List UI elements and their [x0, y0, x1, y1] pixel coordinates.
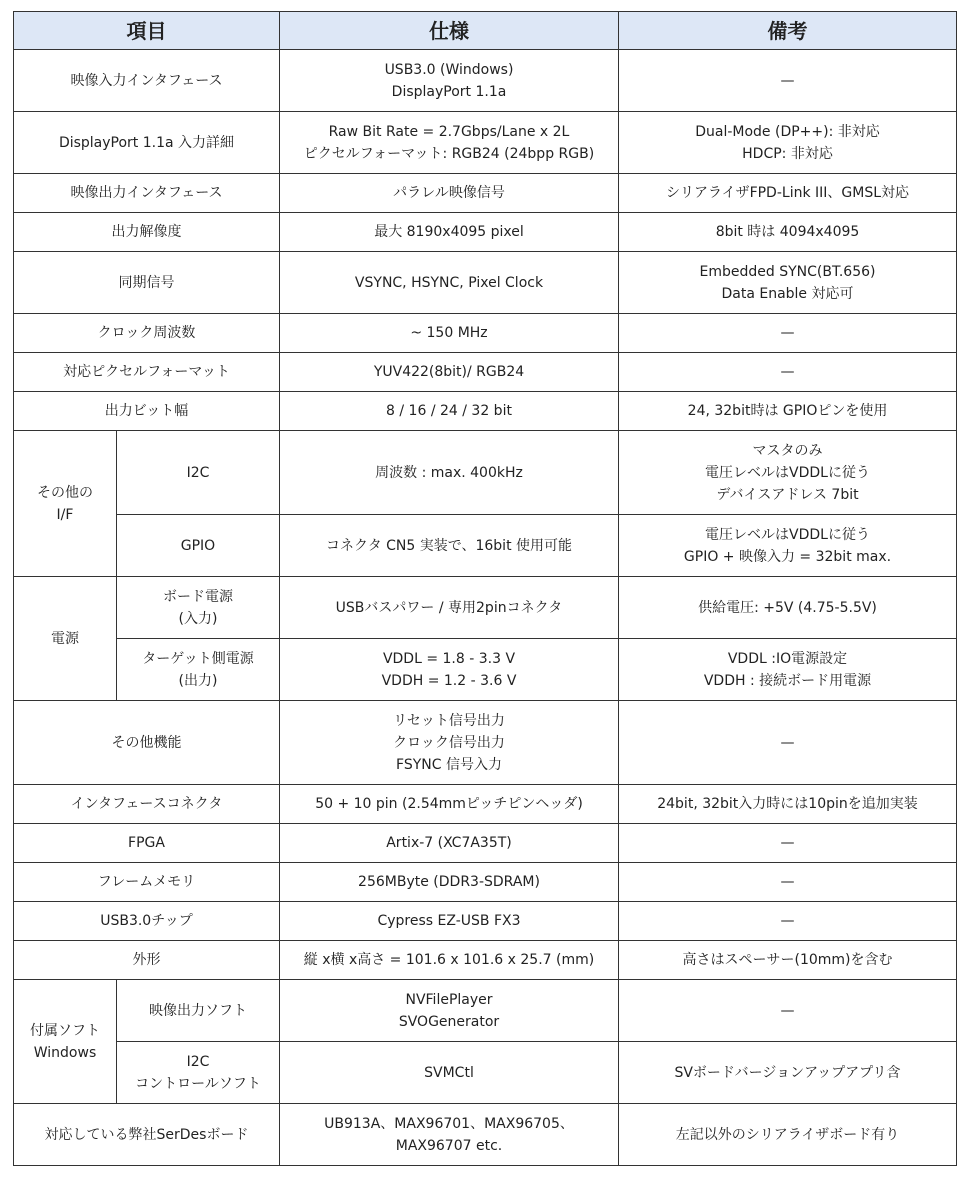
row-note: — [619, 50, 957, 112]
header-spec: 仕様 [280, 12, 619, 50]
row-spec: ~ 150 MHz [280, 314, 619, 353]
row-note: SVボードバージョンアップアプリ含 [619, 1042, 957, 1104]
row-spec: USB3.0 (Windows) DisplayPort 1.1a [280, 50, 619, 112]
row-spec: Artix-7 (XC7A35T) [280, 824, 619, 863]
row-spec: SVMCtl [280, 1042, 619, 1104]
row-subitem: I2C コントロールソフト [117, 1042, 280, 1104]
row-note: 24bit, 32bit入力時には10pinを追加実装 [619, 785, 957, 824]
header-row [14, 12, 957, 50]
row-spec: 50 + 10 pin (2.54mmピッチピンヘッダ) [280, 785, 619, 824]
table-row [14, 902, 957, 941]
table-row [14, 639, 957, 701]
header-item: 項目 [14, 12, 280, 50]
table-row [14, 174, 957, 213]
row-note: 供給電圧: +5V (4.75-5.5V) [619, 577, 957, 639]
row-spec: Cypress EZ-USB FX3 [280, 902, 619, 941]
row-note: Dual-Mode (DP++): 非対応 HDCP: 非対応 [619, 112, 957, 174]
row-note: — [619, 863, 957, 902]
table-row [14, 785, 957, 824]
row-subitem: ボード電源 (入力) [117, 577, 280, 639]
row-item: 外形 [14, 941, 280, 980]
row-spec: YUV422(8bit)/ RGB24 [280, 353, 619, 392]
table-row [14, 50, 957, 112]
table-row [14, 980, 957, 1042]
row-spec: NVFilePlayer SVOGenerator [280, 980, 619, 1042]
row-subitem: ターゲット側電源 (出力) [117, 639, 280, 701]
table-row [14, 252, 957, 314]
table-row [14, 431, 957, 515]
row-item: 出力解像度 [14, 213, 280, 252]
row-spec: VDDL = 1.8 - 3.3 V VDDH = 1.2 - 3.6 V [280, 639, 619, 701]
row-item: 映像出力インタフェース [14, 174, 280, 213]
row-spec: USBバスパワー / 専用2pinコネクタ [280, 577, 619, 639]
row-note: — [619, 902, 957, 941]
table-row [14, 314, 957, 353]
table-row [14, 1104, 957, 1166]
row-spec: 8 / 16 / 24 / 32 bit [280, 392, 619, 431]
row-spec: 周波数 : max. 400kHz [280, 431, 619, 515]
table-row [14, 824, 957, 863]
row-subitem: I2C [117, 431, 280, 515]
table-row [14, 1042, 957, 1104]
row-note: 8bit 時は 4094x4095 [619, 213, 957, 252]
row-group: その他の I/F [14, 431, 117, 577]
row-note: 高さはスペーサー(10mm)を含む [619, 941, 957, 980]
row-item: インタフェースコネクタ [14, 785, 280, 824]
spec-table [13, 11, 957, 1166]
header-note: 備考 [619, 12, 957, 50]
table-row [14, 941, 957, 980]
row-note: — [619, 824, 957, 863]
row-spec: Raw Bit Rate = 2.7Gbps/Lane x 2L ピクセルフォーマット: RGB24 (24bpp RGB) [280, 112, 619, 174]
row-note: 電圧レベルはVDDLに従う GPIO + 映像入力 = 32bit max. [619, 515, 957, 577]
table-row [14, 213, 957, 252]
row-note: シリアライザFPD-Link III、GMSL対応 [619, 174, 957, 213]
row-item: 対応している弊社SerDesボード [14, 1104, 280, 1166]
row-spec: パラレル映像信号 [280, 174, 619, 213]
row-item: その他機能 [14, 701, 280, 785]
row-note: — [619, 353, 957, 392]
row-note: マスタのみ 電圧レベルはVDDLに従う デバイスアドレス 7bit [619, 431, 957, 515]
row-spec: リセット信号出力 クロック信号出力 FSYNC 信号入力 [280, 701, 619, 785]
row-item: フレームメモリ [14, 863, 280, 902]
row-item: 出力ビット幅 [14, 392, 280, 431]
table-row [14, 112, 957, 174]
row-subitem: GPIO [117, 515, 280, 577]
row-note: Embedded SYNC(BT.656) Data Enable 対応可 [619, 252, 957, 314]
row-spec: 256MByte (DDR3-SDRAM) [280, 863, 619, 902]
row-spec: 縦 x横 x高さ = 101.6 x 101.6 x 25.7 (mm) [280, 941, 619, 980]
row-note: — [619, 980, 957, 1042]
row-group: 付属ソフト Windows [14, 980, 117, 1104]
table-row [14, 863, 957, 902]
row-spec: 最大 8190x4095 pixel [280, 213, 619, 252]
table-row [14, 392, 957, 431]
row-item: FPGA [14, 824, 280, 863]
row-spec: VSYNC, HSYNC, Pixel Clock [280, 252, 619, 314]
table-row [14, 353, 957, 392]
row-note: 24, 32bit時は GPIOピンを使用 [619, 392, 957, 431]
row-item: 映像入力インタフェース [14, 50, 280, 112]
row-spec: UB913A、MAX96701、MAX96705、 MAX96707 etc. [280, 1104, 619, 1166]
table-row [14, 577, 957, 639]
row-note: 左記以外のシリアライザボード有り [619, 1104, 957, 1166]
row-note: — [619, 701, 957, 785]
row-group: 電源 [14, 577, 117, 701]
row-item: 同期信号 [14, 252, 280, 314]
row-item: クロック周波数 [14, 314, 280, 353]
row-spec: コネクタ CN5 実装で、16bit 使用可能 [280, 515, 619, 577]
table-row [14, 515, 957, 577]
row-note: VDDL :IO電源設定 VDDH : 接続ボード用電源 [619, 639, 957, 701]
row-item: USB3.0チップ [14, 902, 280, 941]
row-note: — [619, 314, 957, 353]
table-row [14, 701, 957, 785]
row-subitem: 映像出力ソフト [117, 980, 280, 1042]
row-item: DisplayPort 1.1a 入力詳細 [14, 112, 280, 174]
row-item: 対応ピクセルフォーマット [14, 353, 280, 392]
